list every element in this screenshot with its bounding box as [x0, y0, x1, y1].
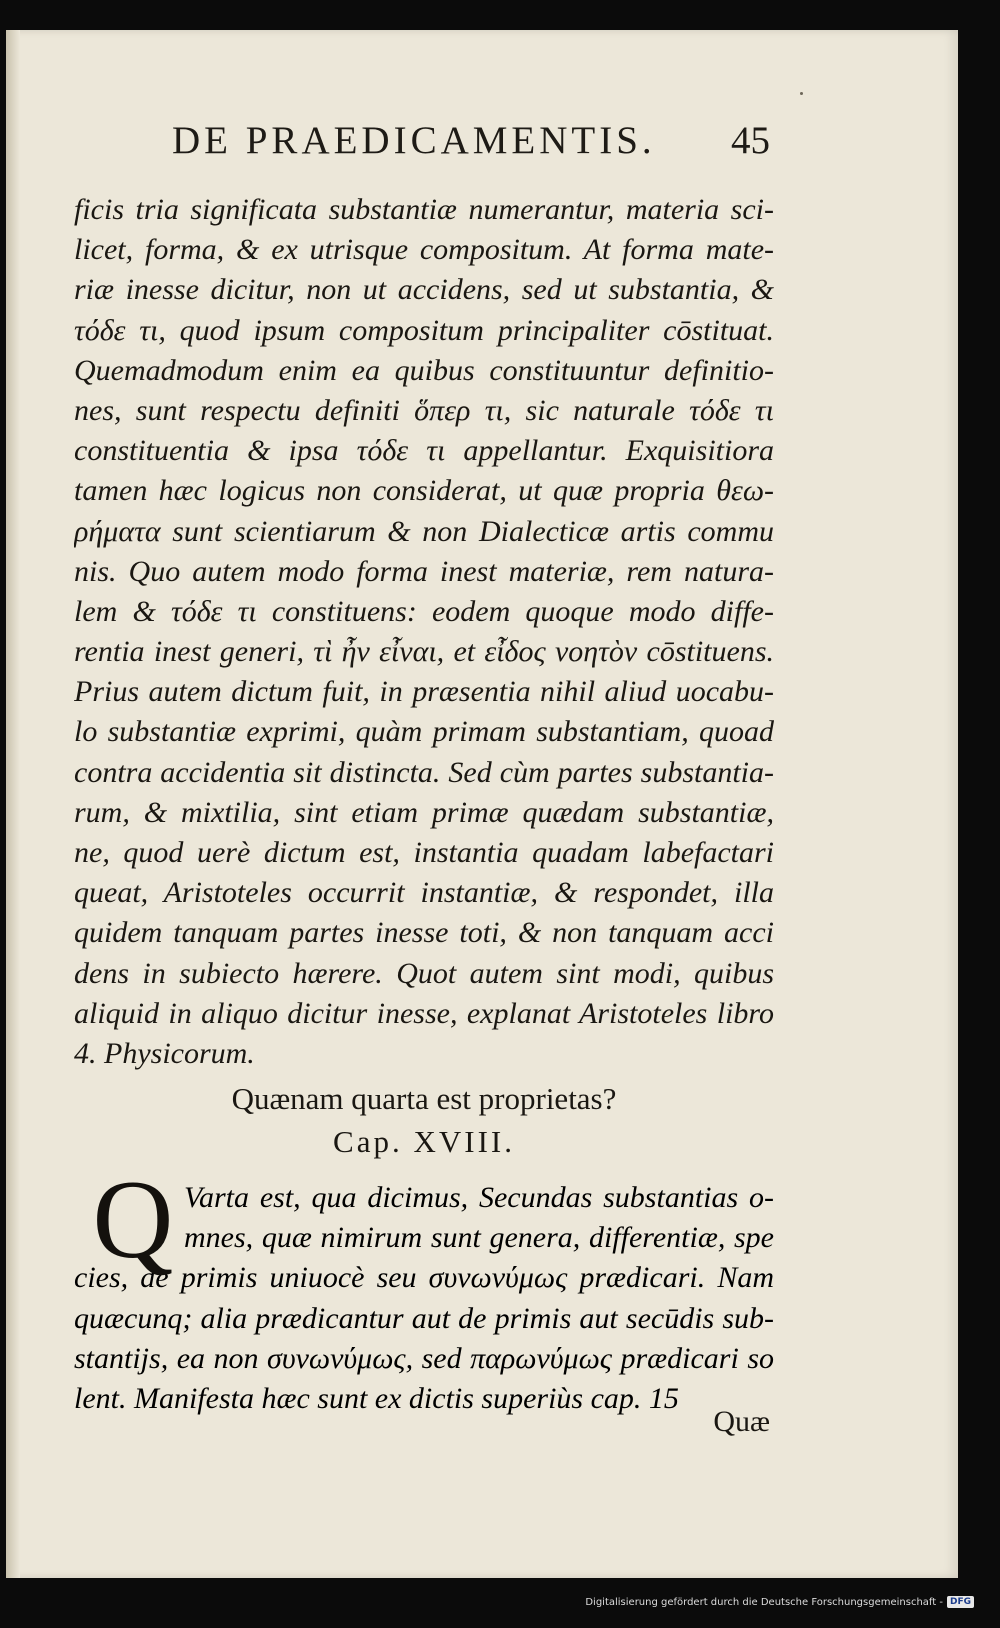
text-line: stantijs, ea non συνωνύμως, sed παρωνύμως prædicari so — [74, 1341, 774, 1375]
text-line: τόδε τι, quod ipsum compositum principaliter cōstituat. — [74, 313, 774, 347]
text-line: Varta est, qua dicimus, Secundas substantias o- — [184, 1181, 774, 1214]
text-line: Quemadmodum enim ea quibus constituuntur definitio- — [74, 353, 774, 387]
text-line: rentia inest generi, τὶ ἦν εἶναι, et εἶδος νοητὸν cōstituens. — [74, 635, 774, 669]
page-header — [150, 118, 770, 174]
text-line: ne, quod uerè dictum est, instantia quadam labefactari — [74, 836, 774, 869]
page-number: 45 — [731, 119, 770, 162]
text-line: quæcunq; alia prædicantur aut de primis aut secūdis sub- — [74, 1301, 774, 1335]
running-title: DE PRAEDICAMENTIS. — [172, 119, 656, 162]
text-line: tamen hæc logicus non considerat, ut quæ propria θεω- — [74, 474, 774, 508]
text-line: nis. Quo autem modo forma inest materiæ, rem natura- — [74, 554, 774, 588]
chapter-number: Cap. XVIII. — [333, 1124, 515, 1159]
text-line: 4. Physicorum. — [74, 1036, 255, 1070]
chapter-section — [74, 1078, 774, 1419]
text-line: quidem tanquam partes inesse toti, & non tanquam acci — [74, 916, 774, 950]
text-line: dens in subiecto hærere. Quot autem sint modi, quibus — [74, 956, 774, 990]
body-text — [74, 190, 774, 1074]
decorated-initial: Q — [92, 1158, 174, 1282]
text-line: cies, de primis uniuocè seu συνωνύμως prædicari. Nam — [74, 1261, 774, 1295]
text-line: riæ inesse dicitur, non ut accidens, sed ut substantia, & — [74, 273, 774, 307]
text-line: ficis tria significata substantiæ numerantur, materia sci- — [74, 193, 774, 226]
chapter-body — [74, 1158, 774, 1419]
text-line: licet, forma, & ex utrisque compositum. At forma mate- — [74, 233, 774, 267]
text-line: rum, & mixtilia, sint etiam primæ quædam substantiæ, — [74, 795, 774, 829]
text-line: lem & τόδε τι constituens: eodem quoque modo diffe- — [74, 594, 774, 628]
text-line: contra accidentia sit distincta. Sed cùm partes substantia- — [74, 755, 774, 789]
dfg-logo-icon: DFG — [947, 1596, 974, 1608]
text-line: lo substantiæ exprimi, quàm primam substantiam, quoad — [74, 715, 774, 749]
chapter-heading: Quænam quarta est proprietas? — [231, 1081, 617, 1116]
text-line: nes, sunt respectu definiti ὅπερ τι, sic naturale τόδε τι — [74, 393, 774, 427]
catchword: Quæ — [713, 1405, 770, 1438]
text-line: mnes, quæ nimirum sunt genera, differentiæ, spe — [184, 1221, 774, 1255]
digitization-footer — [585, 1596, 974, 1608]
text-line: ρήματα sunt scientiarum & non Dialecticæ artis commu — [74, 514, 774, 548]
text-line: constituentia & ipsa τόδε τι appellantur. Exquisitiora — [74, 434, 774, 468]
paper-speck — [800, 92, 803, 95]
footer-text: Digitalisierung gefördert durch die Deutsche Forschungsgemeinschaft - — [585, 1596, 943, 1608]
text-line: Prius autem dictum fuit, in præsentia nihil aliud uocabu- — [74, 675, 774, 709]
text-line: queat, Aristoteles occurrit instantiæ, & respondet, illa — [74, 876, 774, 910]
text-line: aliquid in aliquo dicitur inesse, explanat Aristoteles libro — [74, 996, 774, 1030]
text-line: lent. Manifesta hæc sunt ex dictis superiùs cap. 15 — [74, 1381, 679, 1415]
page-gutter-shadow — [6, 30, 20, 1578]
